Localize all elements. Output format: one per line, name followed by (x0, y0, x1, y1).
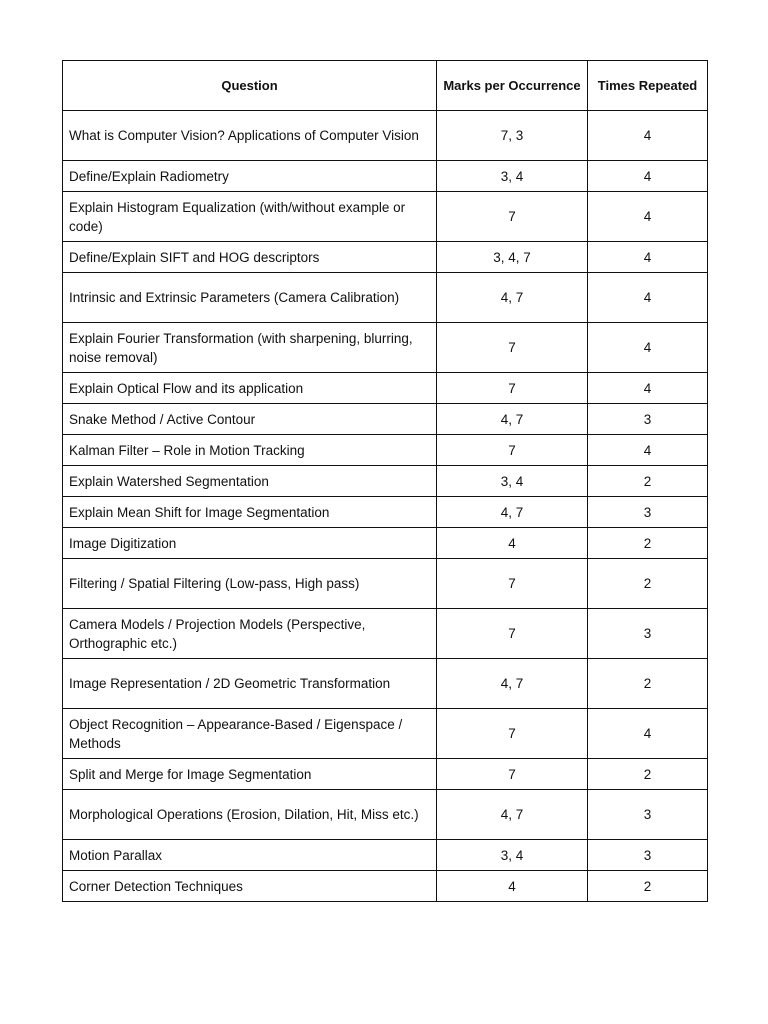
table-row (63, 709, 708, 759)
question-cell: Intrinsic and Extrinsic Parameters (Camera Calibration) (63, 273, 437, 323)
marks-cell: 3, 4 (437, 466, 588, 497)
table-row (63, 404, 708, 435)
question-cell: Explain Fourier Transformation (with sharpening, blurring, noise removal) (63, 323, 437, 373)
times-cell: 2 (588, 871, 708, 902)
question-cell: Split and Merge for Image Segmentation (63, 759, 437, 790)
marks-cell: 7 (437, 609, 588, 659)
question-cell: What is Computer Vision? Applications of Computer Vision (63, 111, 437, 161)
table-row (63, 840, 708, 871)
table-row (63, 659, 708, 709)
marks-cell: 3, 4 (437, 161, 588, 192)
table-row (63, 528, 708, 559)
times-cell: 3 (588, 840, 708, 871)
question-cell: Image Digitization (63, 528, 437, 559)
marks-cell: 4, 7 (437, 790, 588, 840)
table-row (63, 323, 708, 373)
question-cell: Explain Histogram Equalization (with/without example or code) (63, 192, 437, 242)
table-row (63, 111, 708, 161)
question-cell: Image Representation / 2D Geometric Transformation (63, 659, 437, 709)
times-cell: 3 (588, 790, 708, 840)
times-cell: 4 (588, 161, 708, 192)
marks-cell: 7, 3 (437, 111, 588, 161)
times-cell: 3 (588, 609, 708, 659)
header-times-repeated: Times Repeated (588, 61, 708, 111)
marks-cell: 7 (437, 559, 588, 609)
times-cell: 2 (588, 559, 708, 609)
table-row (63, 759, 708, 790)
times-cell: 2 (588, 759, 708, 790)
question-cell: Morphological Operations (Erosion, Dilation, Hit, Miss etc.) (63, 790, 437, 840)
times-cell: 3 (588, 404, 708, 435)
times-cell: 3 (588, 497, 708, 528)
marks-cell: 4 (437, 871, 588, 902)
marks-cell: 7 (437, 759, 588, 790)
marks-cell: 4 (437, 528, 588, 559)
marks-cell: 3, 4 (437, 840, 588, 871)
times-cell: 4 (588, 273, 708, 323)
question-cell: Filtering / Spatial Filtering (Low-pass, High pass) (63, 559, 437, 609)
question-cell: Snake Method / Active Contour (63, 404, 437, 435)
times-cell: 2 (588, 528, 708, 559)
table-row (63, 497, 708, 528)
marks-cell: 4, 7 (437, 497, 588, 528)
questions-table (62, 60, 708, 902)
times-cell: 4 (588, 435, 708, 466)
table-row (63, 790, 708, 840)
question-cell: Object Recognition – Appearance-Based / Eigenspace / Methods (63, 709, 437, 759)
question-cell: Explain Mean Shift for Image Segmentation (63, 497, 437, 528)
table-row (63, 871, 708, 902)
marks-cell: 3, 4, 7 (437, 242, 588, 273)
table-row (63, 373, 708, 404)
marks-cell: 4, 7 (437, 273, 588, 323)
table-row (63, 466, 708, 497)
table-row (63, 242, 708, 273)
table-row (63, 161, 708, 192)
table-row (63, 192, 708, 242)
question-cell: Explain Watershed Segmentation (63, 466, 437, 497)
times-cell: 4 (588, 323, 708, 373)
marks-cell: 7 (437, 192, 588, 242)
table-row (63, 273, 708, 323)
times-cell: 2 (588, 466, 708, 497)
times-cell: 4 (588, 111, 708, 161)
question-cell: Motion Parallax (63, 840, 437, 871)
question-cell: Define/Explain SIFT and HOG descriptors (63, 242, 437, 273)
marks-cell: 7 (437, 323, 588, 373)
marks-cell: 7 (437, 435, 588, 466)
times-cell: 4 (588, 192, 708, 242)
question-cell: Corner Detection Techniques (63, 871, 437, 902)
table-header-row (63, 61, 708, 111)
times-cell: 4 (588, 709, 708, 759)
marks-cell: 7 (437, 373, 588, 404)
times-cell: 4 (588, 242, 708, 273)
table-row (63, 435, 708, 466)
header-marks: Marks per Occurrence (437, 61, 588, 111)
times-cell: 4 (588, 373, 708, 404)
marks-cell: 4, 7 (437, 659, 588, 709)
marks-cell: 7 (437, 709, 588, 759)
question-cell: Kalman Filter – Role in Motion Tracking (63, 435, 437, 466)
times-cell: 2 (588, 659, 708, 709)
table-row (63, 609, 708, 659)
question-cell: Define/Explain Radiometry (63, 161, 437, 192)
header-question: Question (63, 61, 437, 111)
question-cell: Camera Models / Projection Models (Perspective, Orthographic etc.) (63, 609, 437, 659)
table-row (63, 559, 708, 609)
question-cell: Explain Optical Flow and its application (63, 373, 437, 404)
marks-cell: 4, 7 (437, 404, 588, 435)
